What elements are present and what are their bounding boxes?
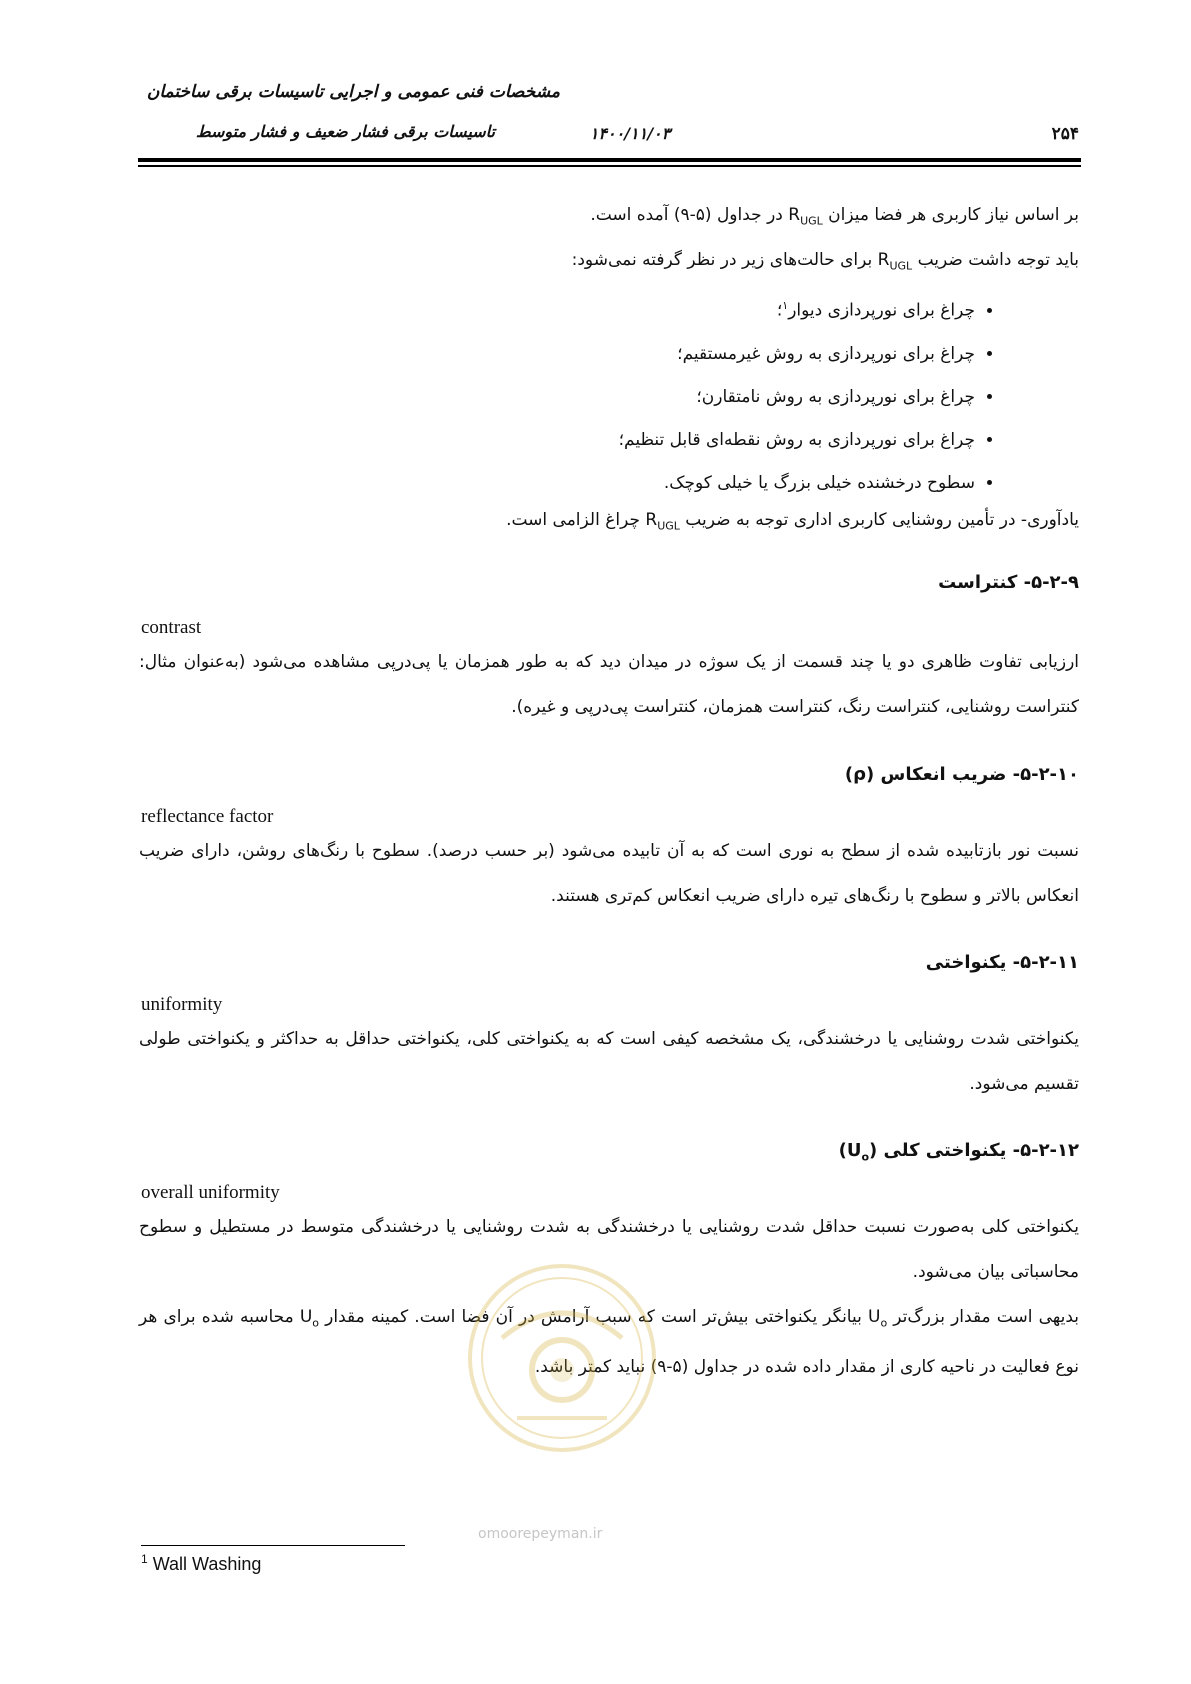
watermark-url: omoorepeyman.ir xyxy=(478,1526,603,1542)
exception-list xyxy=(35,284,1079,505)
footnote-text: Wall Washing xyxy=(152,1554,262,1574)
intro-text-2b: برای حالت‌های زیر در نظر گرفته نمی‌شود: xyxy=(571,250,878,270)
uo-symbol: $U_o$ xyxy=(867,1307,888,1330)
section-heading-uniformity: ۵-۲-۱۱- یکنواختی xyxy=(925,952,1079,973)
header-rule-thin xyxy=(138,165,1081,167)
english-term-overall-uniformity: overall uniformity xyxy=(141,1182,280,1203)
list-item: • چراغ برای نورپردازی دیوار$^۱$؛ xyxy=(35,284,975,333)
rugl-symbol: $R_{UGL}$ xyxy=(645,510,680,533)
intro-text-1a: بر اساس نیاز کاربری هر فضا میزان xyxy=(822,205,1079,225)
list-item: • چراغ برای نورپردازی به روش غیرمستقیم؛ xyxy=(35,333,975,376)
english-term-contrast: contrast xyxy=(141,617,202,638)
english-term-reflectance: reflectance factor xyxy=(141,806,274,827)
list-item: • چراغ برای نورپردازی به روش نامتقارن؛ xyxy=(35,376,975,419)
uo-symbol: $U_o$ xyxy=(846,1140,870,1164)
section-heading-overall-uniformity: ۵-۲-۱۲- یکنواختی کلی $(U_o)$ xyxy=(838,1140,1079,1164)
header-subtitle: تاسیسات برقی فشار ضعیف و فشار متوسط xyxy=(195,122,495,141)
section-body-uniformity: یکنواختی شدت روشنایی یا درخشندگی، یک مشخصه کیفی است که به یکنواختی کلی، یکنواختی حداقل به حداکثر و یکنواختی طولی تقسیم می‌شود. xyxy=(139,1029,1079,1094)
english-term-uniformity: uniformity xyxy=(141,994,223,1015)
section-heading-reflectance: ۵-۲-۱۰- ضریب انعکاس (ρ) xyxy=(844,764,1079,785)
footnote xyxy=(141,1552,261,1575)
section-body-reflectance: نسبت نور بازتابیده شده از سطح به نوری است که به آن تابیده می‌شود (بر حسب درصد). سطوح با رنگ‌های روشن، دارای ضریب انعکاس بالاتر و سطوح با رنگ‌های تیره دارای ضریب انعکاس کم‌تری هستند. xyxy=(139,841,1079,906)
section-heading-contrast: ۵-۲-۹- کنتراست xyxy=(938,572,1079,593)
header-date: ۱۴۰۰/۱۱/۰۳ xyxy=(589,124,671,143)
intro-text-2a: باید توجه داشت ضریب xyxy=(912,250,1079,270)
header-title: مشخصات فنی عمومی و اجرایی تاسیسات برقی ساختمان xyxy=(146,82,560,102)
intro-paragraph-2 xyxy=(139,238,1079,288)
uo-symbol: $U_o$ xyxy=(299,1307,320,1330)
note-paragraph: یادآوری- در تأمین روشنایی کاربری اداری توجه به ضریب $R_{UGL}$ چراغ الزامی است. xyxy=(506,510,1079,533)
intro-paragraph-1 xyxy=(139,193,1079,243)
page-number: ۲۵۴ xyxy=(1051,124,1079,144)
footnote-ref: ۱ xyxy=(782,299,789,312)
section-body-overall-uniformity-1: یکنواختی کلی به‌صورت نسبت حداقل شدت روشنایی یا درخشندگی به شدت روشنایی یا درخشندگی متوسط در مستطیل و سطوح محاسباتی بیان می‌شود. xyxy=(139,1217,1079,1282)
watermark-seal-icon xyxy=(462,1258,662,1458)
list-item: • سطوح درخشنده خیلی بزرگ یا خیلی کوچک. xyxy=(35,462,975,505)
intro-text-1b: در جداول (۵-۹) آمده است. xyxy=(590,205,789,225)
footnote-number: 1 xyxy=(141,1552,148,1566)
footnote-rule xyxy=(141,1545,405,1546)
list-item: • چراغ برای نورپردازی به روش نقطه‌ای قابل تنظیم؛ xyxy=(35,419,975,462)
rugl-symbol: $R_{UGL}$ xyxy=(788,205,823,228)
header-rule-thick xyxy=(138,158,1081,162)
rugl-symbol: $R_{UGL}$ xyxy=(877,250,913,273)
section-body-contrast: ارزیابی تفاوت ظاهری دو یا چند قسمت از یک سوژه در میدان دید که به طور همزمان یا پی‌درپی مشاهده می‌شود (به‌عنوان مثال: کنتراست روشنایی، کنتراست رنگ، کنتراست همزمان، کنتراست پی‌درپی و غیره). xyxy=(139,652,1079,717)
section-body-overall-uniformity-2: بدیهی است مقدار بزرگ‌تر $U_o$ بیانگر یکنواختی بیش‌تر است که سبب آرامش در آن فضا است. کمینه مقدار $U_o$ محاسبه شده برای هر نوع فعالیت در ناحیه کاری از مقدار داده شده در جداول (۵-۹) نباید کمتر باشد. xyxy=(139,1307,1079,1378)
